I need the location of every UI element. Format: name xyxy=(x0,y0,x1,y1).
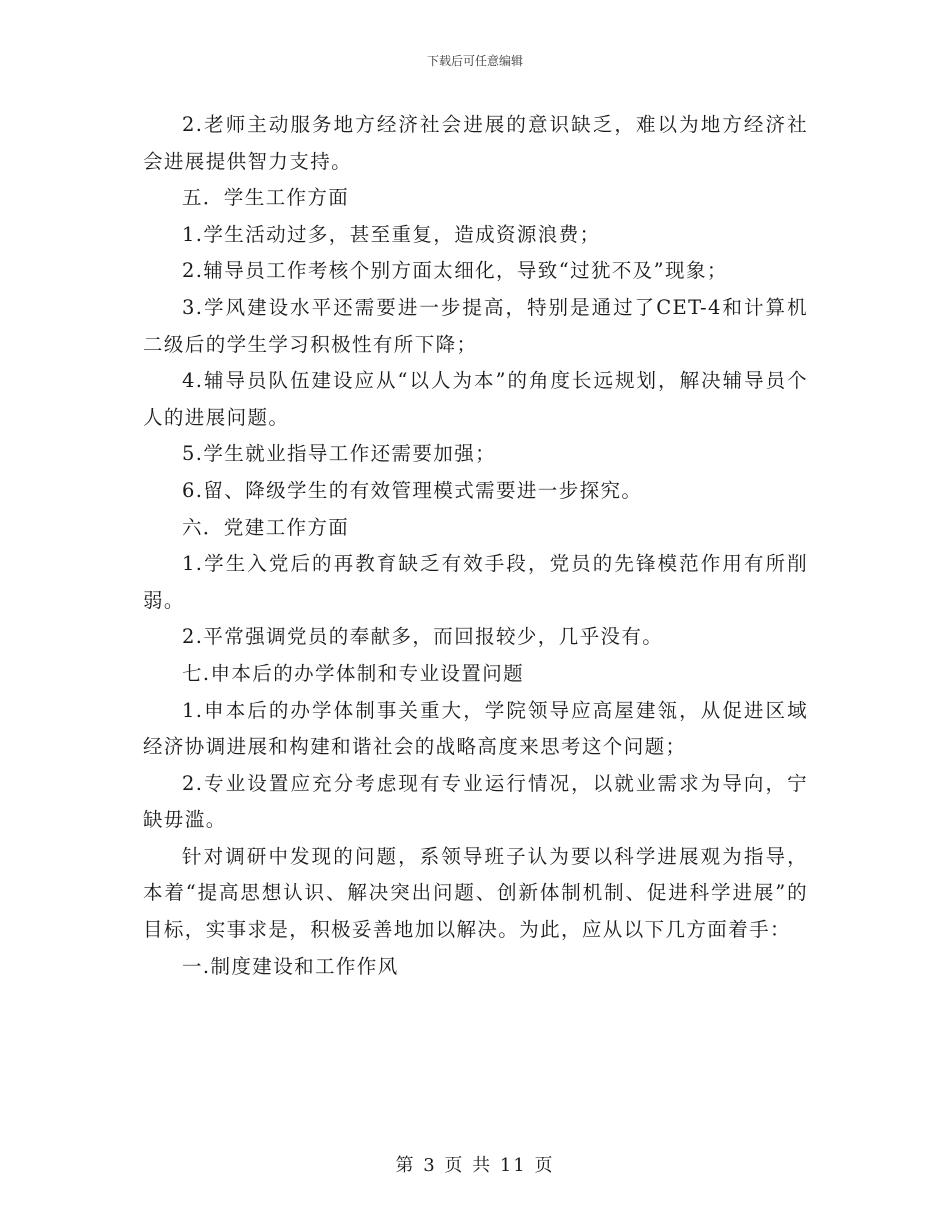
paragraph: 针对调研中发现的问题，系领导班子认为要以科学进展观为指导，本着“提高思想认识、解决突出问题、创新体制机制、促进科学进展”的目标，实事求是，积极妥善地加以解决。为此，应从以下几方面着手： xyxy=(143,844,808,942)
page-header: 下载后可任意编辑 xyxy=(426,54,523,68)
section-heading: 一.制度建设和工作作风 xyxy=(182,954,399,978)
paragraph: 1.申本后的办学体制事关重大，学院领导应高屋建瓴，从促进区域经济协调进展和构建和谐社会的战略高度来思考这个问题； xyxy=(143,698,808,759)
paragraph: 6.留、降级学生的有效管理模式需要进一步探究。 xyxy=(182,478,643,502)
paragraph: 1.学生入党后的再教育缺乏有效手段，党员的先锋模范作用有所削弱。 xyxy=(143,552,808,612)
paragraph: 2.平常强调党员的奉献多，而回报较少，几乎没有。 xyxy=(182,625,664,649)
section-heading: 六．党建工作方面 xyxy=(182,515,350,539)
paragraph: 4.辅导员队伍建设应从“以人为本”的角度长远规划，解决辅导员个人的进展问题。 xyxy=(143,369,808,429)
paragraph: 2.老师主动服务地方经济社会进展的意识缺乏，难以为地方经济社会进展提供智力支持。 xyxy=(143,113,808,173)
section-heading: 七.申本后的办学体制和专业设置问题 xyxy=(182,661,524,685)
paragraph: 1.学生活动过多，甚至重复，造成资源浪费； xyxy=(182,222,601,246)
section-heading: 五．学生工作方面 xyxy=(182,186,350,210)
page-footer: 第 3 页 共 11 页 xyxy=(395,1155,555,1176)
document-body xyxy=(143,107,808,985)
paragraph: 2.辅导员工作考核个别方面太细化，导致“过犹不及”现象； xyxy=(182,259,728,283)
paragraph: 2.专业设置应充分考虑现有专业运行情况，以就业需求为导向，宁缺毋滥。 xyxy=(143,771,808,832)
paragraph: 5.学生就业指导工作还需要加强； xyxy=(182,442,497,466)
paragraph: 3.学风建设水平还需要进一步提高，特别是通过了CET-4和计算机二级后的学生学习积极性有所下降； xyxy=(143,295,808,356)
